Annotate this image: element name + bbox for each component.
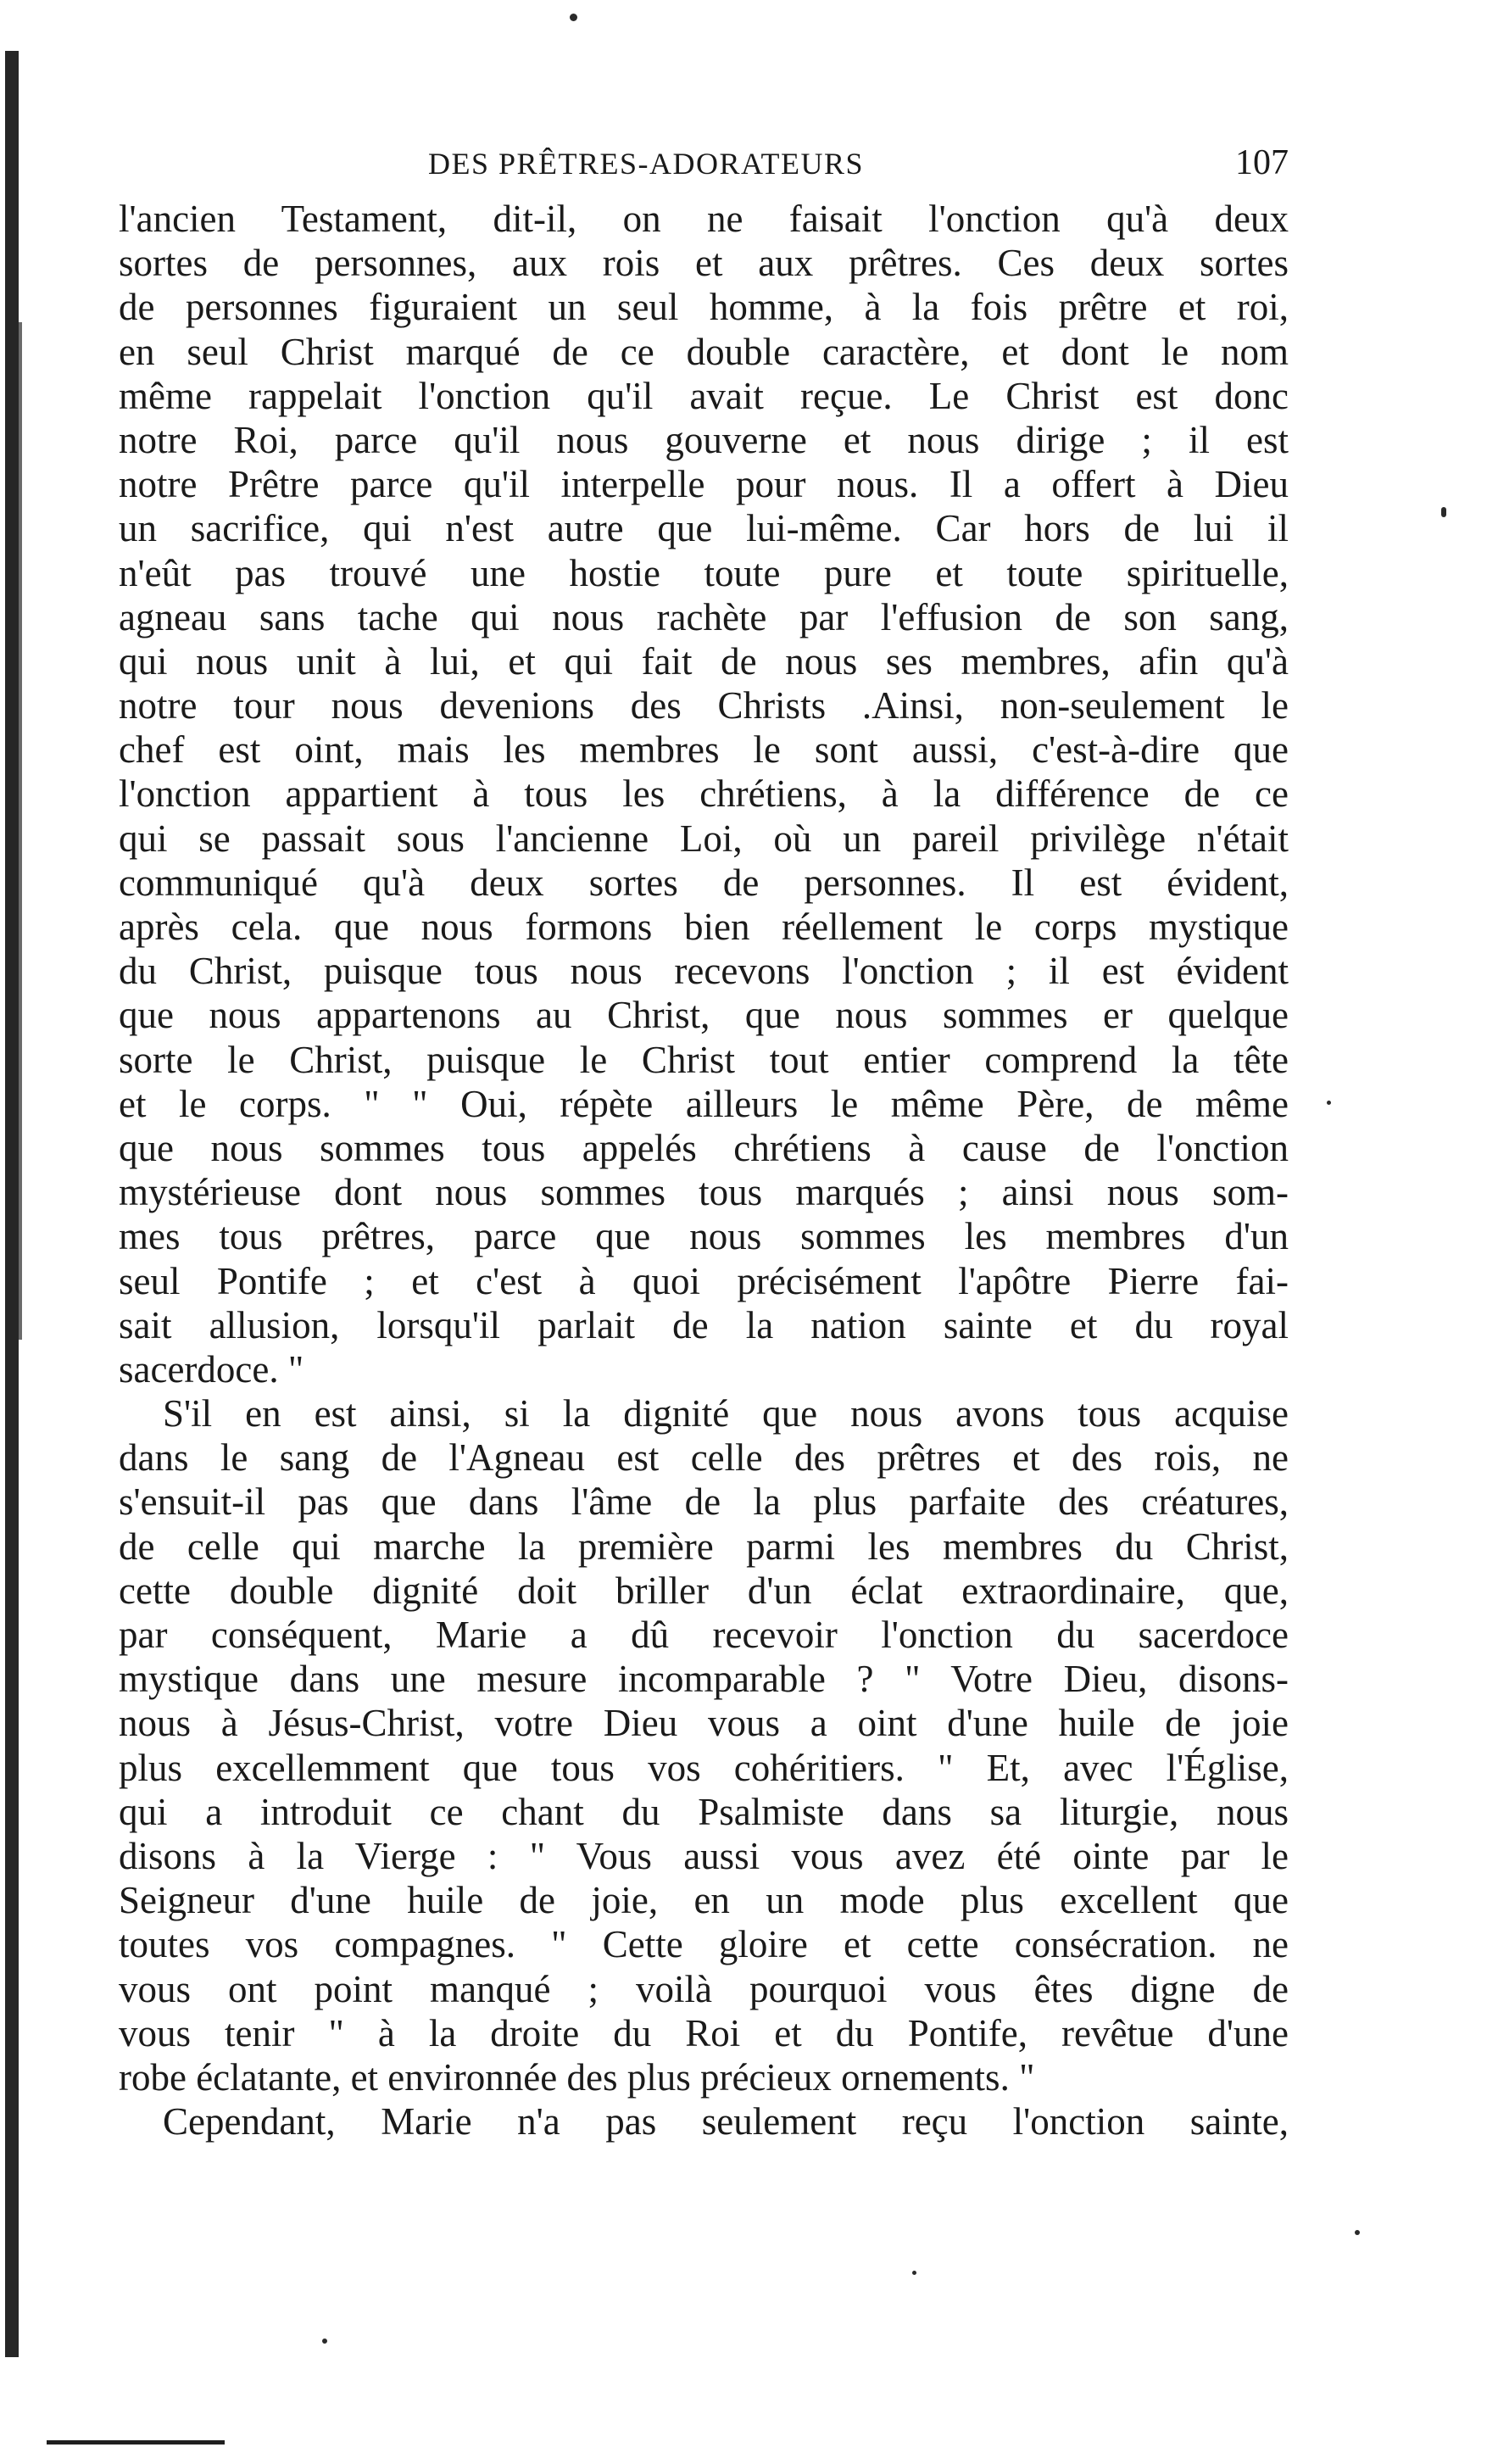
text-line: toutes vos compagnes. " Cette gloire et cette consécration. ne: [119, 1923, 1289, 1966]
text-line: seul Pontife ; et c'est à quoi précisément l'apôtre Pierre fai-: [119, 1259, 1289, 1302]
text-line: s'ensuit-il pas que dans l'âme de la plus parfaite des créatures,: [119, 1480, 1289, 1524]
text-line: qui a introduit ce chant du Psalmiste dans sa liturgie, nous: [119, 1790, 1289, 1833]
paragraph-end-line: sacerdoce. ": [119, 1347, 304, 1391]
text-line: de celle qui marche la première parmi les membres du Christ,: [119, 1525, 1289, 1568]
text-line: sorte le Christ, puisque le Christ tout entier comprend la tête: [119, 1038, 1289, 1081]
text-line: notre Prêtre parce qu'il interpelle pour nous. Il a offert à Dieu: [119, 463, 1289, 506]
text-line: du Christ, puisque tous nous recevons l'onction ; il est évident: [119, 950, 1289, 993]
text-line: nous à Jésus-Christ, votre Dieu vous a oint d'une huile de joie: [119, 1702, 1289, 1745]
text-line: mes tous prêtres, parce que nous sommes les membres d'un: [119, 1215, 1289, 1258]
text-line: notre tour nous devenions des Christs .Ainsi, non-seulement le: [119, 684, 1289, 727]
text-line: vous ont point manqué ; voilà pourquoi vous êtes digne de: [119, 1967, 1289, 2010]
text-line: mystique dans une mesure incomparable ? " Votre Dieu, disons-: [119, 1658, 1289, 1701]
text-line: cette double dignité doit briller d'un éclat extraordinaire, que,: [119, 1569, 1289, 1612]
ink-speck: [912, 2271, 916, 2275]
text-line: n'eût pas trouvé une hostie toute pure et toute spirituelle,: [119, 551, 1289, 594]
text-line: qui se passait sous l'ancienne Loi, où un pareil privilège n'était: [119, 817, 1289, 860]
ink-speck: [1441, 507, 1446, 517]
text-line: de personnes figuraient un seul homme, à la fois prêtre et roi,: [119, 286, 1289, 329]
text-line: dans le sang de l'Agneau est celle des prêtres et des rois, ne: [119, 1436, 1289, 1480]
text-line: disons à la Vierge : " Vous aussi vous avez été ointe par le: [119, 1834, 1289, 1877]
text-line: et le corps. " " Oui, répète ailleurs le même Père, de même: [119, 1082, 1289, 1125]
text-line: agneau sans tache qui nous rachète par l'effusion de son sang,: [119, 595, 1289, 638]
text-line: communiqué qu'à deux sortes de personnes. Il est évident,: [119, 861, 1289, 904]
ink-speck: [570, 14, 577, 21]
text-line: sortes de personnes, aux rois et aux prêtres. Ces deux sortes: [119, 242, 1289, 285]
text-line: l'onction appartient à tous les chrétiens, à la différence de ce: [119, 772, 1289, 816]
text-line: en seul Christ marqué de ce double caractère, et dont le nom: [119, 330, 1289, 373]
text-line: sait allusion, lorsqu'il parlait de la nation sainte et du royal: [119, 1303, 1289, 1346]
running-title: DES PRÊTRES-ADORATEURS: [428, 147, 865, 181]
text-line: par conséquent, Marie a dû recevoir l'onction du sacerdoce: [119, 1614, 1289, 1656]
text-line: chef est oint, mais les membres le sont aussi, c'est-à-dire que: [119, 728, 1289, 772]
text-line: l'ancien Testament, dit-il, on ne faisait l'onction qu'à deux: [119, 198, 1289, 240]
text-line: même rappelait l'onction qu'il avait reçue. Le Christ est donc: [119, 374, 1289, 417]
paragraph-start-line: S'il en est ainsi, si la dignité que nous avons tous acquise: [163, 1392, 1289, 1435]
text-line: notre Roi, parce qu'il nous gouverne et nous dirige ; il est: [119, 418, 1289, 461]
text-line: plus excellemment que tous vos cohéritiers. " Et, avec l'Église,: [119, 1746, 1289, 1789]
bottom-rule: [47, 2440, 225, 2444]
text-line: qui nous unit à lui, et qui fait de nous ses membres, afin qu'à: [119, 639, 1289, 683]
page-number: 107: [1235, 143, 1289, 182]
text-line: un sacrifice, qui n'est autre que lui-même. Car hors de lui il: [119, 507, 1289, 550]
page-header: [119, 142, 1289, 193]
text-line: que nous appartenons au Christ, que nous sommes er quelque: [119, 994, 1289, 1037]
page-binding-edge: [0, 0, 22, 2464]
paragraph-end-line: robe éclatante, et environnée des plus précieux ornements. ": [119, 2055, 1035, 2099]
ink-speck: [322, 2339, 327, 2344]
body-text: [119, 197, 1289, 2143]
text-line: après cela. que nous formons bien réellement le corps mystique: [119, 906, 1289, 948]
text-line: Seigneur d'une huile de joie, en un mode plus excellent que: [119, 1879, 1289, 1922]
paragraph-start-line: Cependant, Marie n'a pas seulement reçu l'onction sainte,: [163, 2100, 1289, 2143]
text-line: vous tenir " à la droite du Roi et du Pontife, revêtue d'une: [119, 2011, 1289, 2054]
ink-speck: [1355, 2230, 1360, 2235]
text-line: que nous sommes tous appelés chrétiens à cause de l'onction: [119, 1126, 1289, 1169]
text-line: mystérieuse dont nous sommes tous marqués ; ainsi nous som-: [119, 1171, 1289, 1214]
ink-speck: [1327, 1101, 1331, 1105]
